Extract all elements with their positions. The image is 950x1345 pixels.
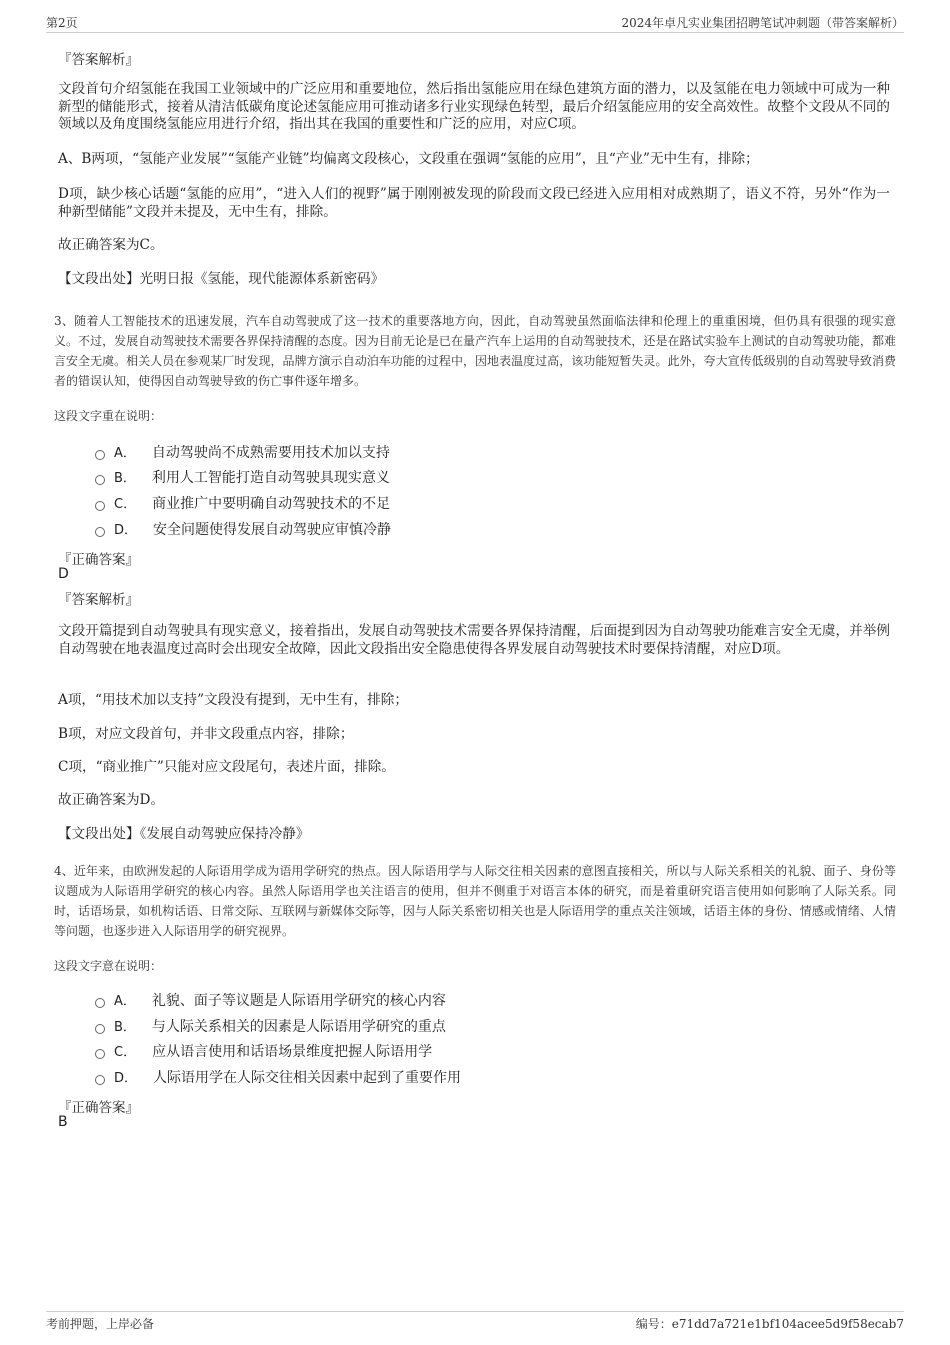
radio-icon[interactable] — [95, 1049, 105, 1059]
footer-slogan: 考前押题，上岸必备 — [46, 1317, 155, 1331]
correct-answer-label: 『正确答案』 — [58, 1100, 139, 1116]
document-title: 2024年卓凡实业集团招聘笔试冲刺题（带答案解析） — [621, 16, 904, 30]
analysis-paragraph: A、B两项，“氢能产业发展”“氢能产业链”均偏离文段核心，文段重在强调“氢能的应用”，且“产业”无中生有，排除； — [58, 151, 759, 167]
analysis-label: 『答案解析』 — [58, 52, 139, 68]
question-4-option-c[interactable]: C． 应从语言使用和话语场景维度把握人际语用学 — [95, 1041, 432, 1061]
source-citation: 【文段出处】光明日报《氢能，现代能源体系新密码》 — [58, 271, 385, 287]
radio-icon[interactable] — [95, 998, 105, 1008]
correct-answer-value: D — [58, 566, 69, 582]
analysis-label: 『答案解析』 — [58, 592, 139, 608]
analysis-paragraph: B项，对应文段首句，并非文段重点内容，排除； — [58, 726, 354, 742]
radio-icon[interactable] — [95, 527, 105, 537]
question-4-option-b[interactable]: B． 与人际关系相关的因素是人际语用学研究的重点 — [95, 1016, 446, 1036]
radio-icon[interactable] — [95, 450, 105, 460]
source-citation: 【文段出处】《发展自动驾驶应保持冷静》 — [58, 826, 310, 842]
radio-icon[interactable] — [95, 1024, 105, 1034]
analysis-paragraph: 文段开篇提到自动驾驶具有现实意义，接着指出，发展自动驾驶技术需要各界保持清醒，后面提到因为自动驾驶功能难言安全无虞，并举例自动驾驶在地表温度过高时会出现安全故障，因此文段指出安全隐患使得各界发展自动驾驶技术时要保持清醒，对应D项。 — [58, 623, 890, 657]
radio-icon[interactable] — [95, 475, 105, 485]
radio-icon[interactable] — [95, 1075, 105, 1085]
page-number: 第2页 — [46, 16, 78, 30]
answer-conclusion: 故正确答案为D。 — [58, 792, 165, 808]
page-header — [46, 12, 904, 33]
answer-conclusion: 故正确答案为C。 — [58, 237, 164, 253]
analysis-paragraph: 文段首句介绍氢能在我国工业领域中的广泛应用和重要地位，然后指出氢能应用在绿色建筑方面的潜力，以及氢能在电力领域中可成为一种新型的储能形式，接着从清洁低碳角度论述氢能应用可推动诸多行业实现绿色转型，最后介绍氢能应用的安全高效性。故整个文段从不同的领域以及角度围绕氢能应用进行介绍，指出其在我国的重要性和广泛的应用，对应C项。 — [58, 81, 890, 132]
correct-answer-value: B — [58, 1114, 68, 1130]
question-4-prompt: 这段文字意在说明： — [54, 959, 163, 973]
document-id: 编号：e71dd7a721e1bf104acee5d9f58ecab7 — [635, 1317, 904, 1331]
question-3-prompt: 这段文字重在说明： — [54, 409, 163, 423]
question-4-text: 4、近年来，由欧洲发起的人际语用学成为语用学研究的热点。因人际语用学与人际交往相关因素的意图直接相关，所以与人际关系相关的礼貌、面子、身份等议题成为人际语用学研究的核心内容。虽然人际语用学也关注语言的使用，但并不侧重于对语言本体的研究，而是着重研究语言使用如何影响了人际关系。同时，话语场景，如机构话语、日常交际、互联网与新媒体交际等，因与人际关系密切相关也是人际语用学的重点关注领域，话语主体的身份、情感或情绪、人情等问题，也逐步进入人际语用学的研究视界。 — [54, 864, 896, 938]
correct-answer-label: 『正确答案』 — [58, 552, 139, 568]
question-3-text: 3、随着人工智能技术的迅速发展，汽车自动驾驶成了这一技术的重要落地方向，因此，自动驾驶虽然面临法律和伦理上的重重困境，但仍具有很强的现实意义。不过，发展自动驾驶技术需要各界保持清醒的态度。因为目前无论是已在量产汽车上运用的自动驾驶技术，还是在路试实验车上测试的自动驾驶功能，都难言安全无虞。相关人员在参观某厂时发现，品牌方演示自动泊车功能的过程中，因地表温度过高，该功能短暂失灵。此外，夸大宣传低级别的自动驾驶导致消费者的错误认知，使得因自动驾驶导致的伤亡事件逐年增多。 — [54, 314, 896, 388]
question-3-option-b[interactable]: B． 利用人工智能打造自动驾驶具现实意义 — [95, 467, 390, 487]
page-footer — [46, 1311, 904, 1334]
question-4-option-d[interactable]: D． 人际语用学在人际交往相关因素中起到了重要作用 — [95, 1067, 461, 1087]
question-3-option-c[interactable]: C． 商业推广中要明确自动驾驶技术的不足 — [95, 493, 390, 513]
question-3-option-d[interactable]: D． 安全问题使得发展自动驾驶应审慎冷静 — [95, 519, 391, 539]
question-3-option-a[interactable]: A． 自动驾驶尚不成熟需要用技术加以支持 — [95, 442, 390, 462]
analysis-paragraph: A项，“用技术加以支持”文段没有提到，无中生有，排除； — [58, 692, 408, 708]
analysis-paragraph: D项，缺少核心话题“氢能的应用”，“进入人们的视野”属于刚刚被发现的阶段而文段已经进入应用相对成熟期了，语义不符，另外“作为一种新型储能”文段并未提及，无中生有，排除。 — [58, 186, 890, 220]
radio-icon[interactable] — [95, 501, 105, 511]
analysis-paragraph: C项，“商业推广”只能对应文段尾句，表述片面，排除。 — [58, 759, 395, 775]
question-4-option-a[interactable]: A． 礼貌、面子等议题是人际语用学研究的核心内容 — [95, 990, 446, 1010]
